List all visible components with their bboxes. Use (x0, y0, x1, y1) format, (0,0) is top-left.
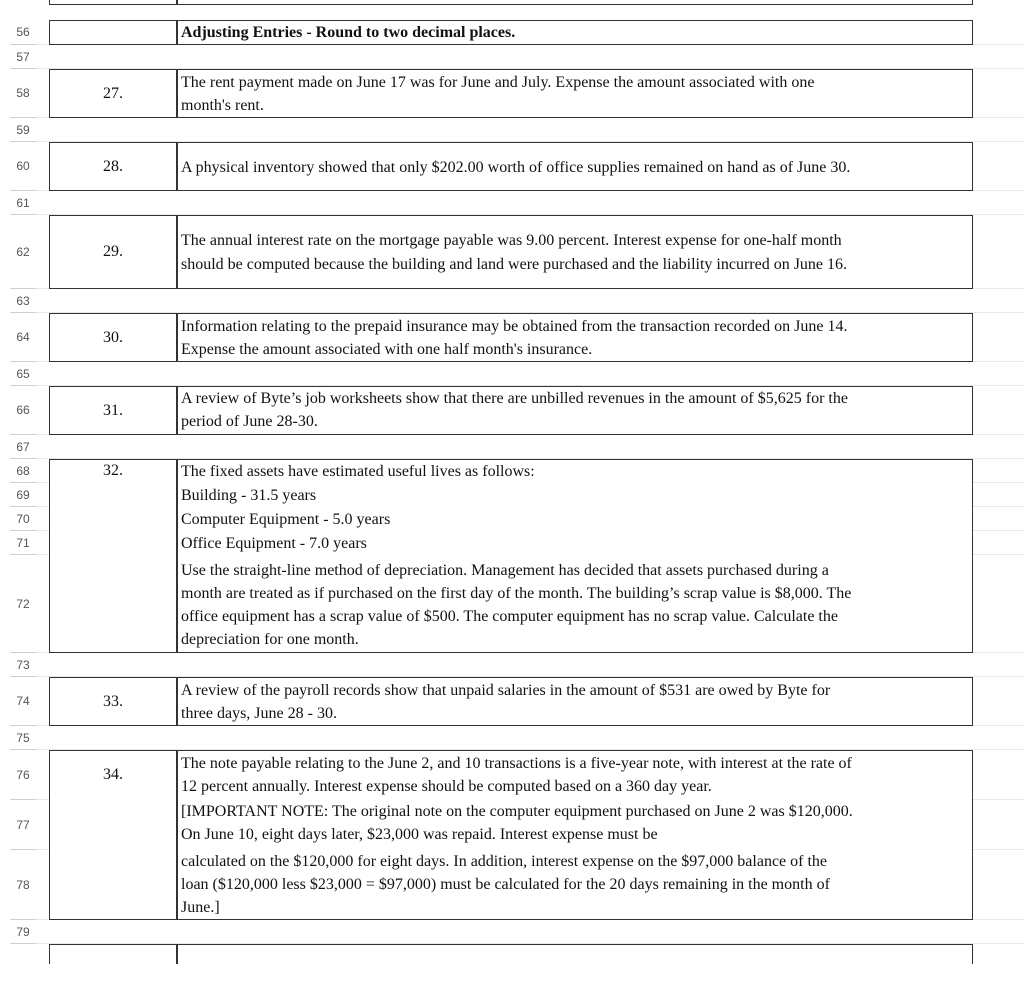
entry-number-27: 27. (103, 85, 123, 102)
row-header-70[interactable]: 70 (10, 507, 36, 531)
entry-29-line: The annual interest rate on the mortgage payable was 9.00 percent. Interest expense for one-half month (181, 232, 842, 249)
row-header-73[interactable]: 73 (10, 653, 36, 677)
entry-number-30: 30. (103, 329, 123, 346)
cell-border (177, 0, 973, 5)
entry-34-line: June.] (181, 899, 220, 916)
row-header-59[interactable]: 59 (10, 118, 36, 142)
row-header-63[interactable]: 63 (10, 289, 36, 313)
row-header-74[interactable]: 74 (10, 677, 36, 726)
entry-34-line: loan ($120,000 less $23,000 = $97,000) must be calculated for the 20 days remaining in the month of (181, 876, 830, 893)
entry-33-line: three days, June 28 - 30. (181, 705, 337, 722)
row-header-60[interactable]: 60 (10, 142, 36, 191)
row-header-76[interactable]: 76 (10, 750, 36, 800)
entry-34-line: On June 10, eight days later, $23,000 was repaid. Interest expense must be (181, 826, 658, 843)
row-header-77[interactable]: 77 (10, 800, 36, 850)
entry-34-line: [IMPORTANT NOTE: The original note on the computer equipment purchased on June 2 was $120,000. (181, 803, 853, 820)
entry-number-28: 28. (103, 158, 123, 175)
entry-34-line: calculated on the $120,000 for eight days. In addition, interest expense on the $97,000 balance of the (181, 853, 828, 870)
entry-number-33: 33. (103, 693, 123, 710)
entry-number-29: 29. (103, 243, 123, 260)
entry-number-cell[interactable] (49, 459, 177, 653)
row-header-66[interactable]: 66 (10, 386, 36, 435)
cell-border (49, 944, 177, 964)
entry-27-line: The rent payment made on June 17 was for June and July. Expense the amount associated with one (181, 74, 815, 91)
section-header: Adjusting Entries - Round to two decimal places. (181, 24, 516, 41)
entry-description-cell[interactable] (177, 215, 973, 289)
entry-30-line: Expense the amount associated with one half month's insurance. (181, 341, 593, 358)
entry-32-line: depreciation for one month. (181, 631, 359, 648)
entry-32-line: Building - 31.5 years (181, 487, 317, 504)
entry-28-line: A physical inventory showed that only $202.00 worth of office supplies remained on hand as of June 30. (181, 159, 851, 176)
row-header-79[interactable]: 79 (10, 920, 36, 944)
entry-number-31: 31. (103, 402, 123, 419)
row-header-58[interactable]: 58 (10, 69, 36, 118)
entry-33-line: A review of the payroll records show that unpaid salaries in the amount of $531 are owed by Byte for (181, 682, 831, 699)
entry-29-line: should be computed because the building and land were purchased and the liability incurred on June 16. (181, 256, 848, 273)
entry-number-32: 32. (103, 462, 123, 479)
entry-32-line: office equipment has a scrap value of $500. The computer equipment has no scrap value. Calculate the (181, 608, 838, 625)
row-header-56[interactable]: 56 (10, 20, 36, 45)
row-header-65[interactable]: 65 (10, 362, 36, 386)
row-header-75[interactable]: 75 (10, 726, 36, 750)
row-header-72[interactable]: 72 (10, 555, 36, 653)
row-header-71[interactable]: 71 (10, 531, 36, 555)
row-header-62[interactable]: 62 (10, 215, 36, 289)
entry-32-line: Use the straight-line method of depreciation. Management has decided that assets purchased during a (181, 562, 829, 579)
entry-27-line: month's rent. (181, 97, 264, 114)
entry-32-line: month are treated as if purchased on the first day of the month. The building’s scrap value is $8,000. The (181, 585, 852, 602)
entry-32-line: Office Equipment - 7.0 years (181, 535, 367, 552)
row-header-61[interactable]: 61 (10, 191, 36, 215)
row-header-78[interactable]: 78 (10, 850, 36, 920)
entry-32-line: Computer Equipment - 5.0 years (181, 511, 391, 528)
row-header-57[interactable]: 57 (10, 45, 36, 69)
entry-31-line: period of June 28-30. (181, 413, 318, 430)
entry-34-line: 12 percent annually. Interest expense should be computed based on a 360 day year. (181, 778, 712, 795)
row-header-69[interactable]: 69 (10, 483, 36, 507)
cell-border (177, 944, 973, 964)
entry-31-line: A review of Byte’s job worksheets show that there are unbilled revenues in the amount of $5,625 for the (181, 390, 848, 407)
cell-border (49, 0, 177, 5)
entry-34-line: The note payable relating to the June 2, and 10 transactions is a five-year note, with interest at the rate of (181, 755, 852, 772)
row-header-68[interactable]: 68 (10, 459, 36, 483)
row-header-67[interactable]: 67 (10, 435, 36, 459)
entry-32-line: The fixed assets have estimated useful lives as follows: (181, 463, 535, 480)
entry-30-line: Information relating to the prepaid insurance may be obtained from the transaction recorded on June 14. (181, 318, 848, 335)
row-header-64[interactable]: 64 (10, 313, 36, 362)
cell-b56[interactable] (49, 20, 177, 45)
entry-number-34: 34. (103, 766, 123, 783)
